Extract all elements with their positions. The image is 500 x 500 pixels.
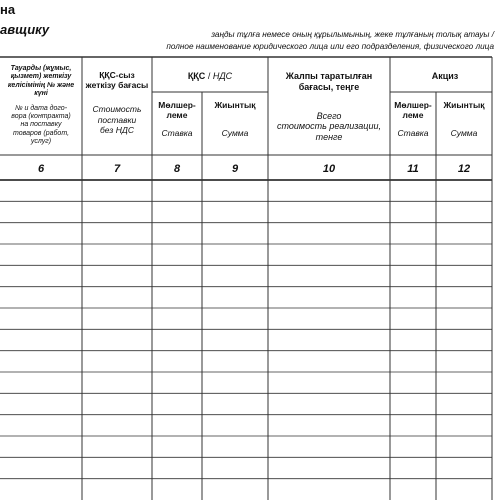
- delivery-doc-header: Тауарды (жұмыс, қызмет) жеткізу келісімінің № және күні № и дата дого- вора (контракта) на поставку товаров (работ, услуг): [7, 65, 75, 146]
- cost-no-vat-header: ҚҚС-сыз жеткізу бағасы Стоимость поставки без НДС: [85, 70, 149, 135]
- column-number: 12: [457, 163, 471, 175]
- total-header: Жалпы таратылған бағасы, теңге Всего стоимость реализации, тенге: [277, 71, 381, 143]
- excise-group-header: Акциз: [431, 71, 459, 81]
- column-number: 7: [113, 163, 121, 175]
- column-number: 9: [231, 163, 239, 175]
- recipient-label: авщику: [0, 22, 50, 37]
- column-number: 8: [173, 163, 181, 175]
- vat-sum-header: Жиынтық Сумма: [214, 100, 256, 139]
- top-text-fragment: на: [0, 2, 16, 17]
- excise-sum-header: Жиынтық Сумма: [443, 100, 485, 139]
- excise-rate-header: Мөлшер- леме Ставка: [394, 100, 432, 139]
- caption-kazakh: заңды тұлға немесе оның құрылымының, жеке тұлғаның толық атауы /: [211, 30, 494, 39]
- vat-rate-header: Мөлшер- леме Ставка: [158, 100, 196, 139]
- column-number: 10: [322, 163, 336, 175]
- column-number: 11: [407, 163, 419, 175]
- column-number: 6: [37, 163, 45, 175]
- vat-group-header: ҚҚС / НДС: [187, 71, 233, 81]
- caption-russian: полное наименование юридического лица или его подразделения, физического лица: [166, 42, 494, 51]
